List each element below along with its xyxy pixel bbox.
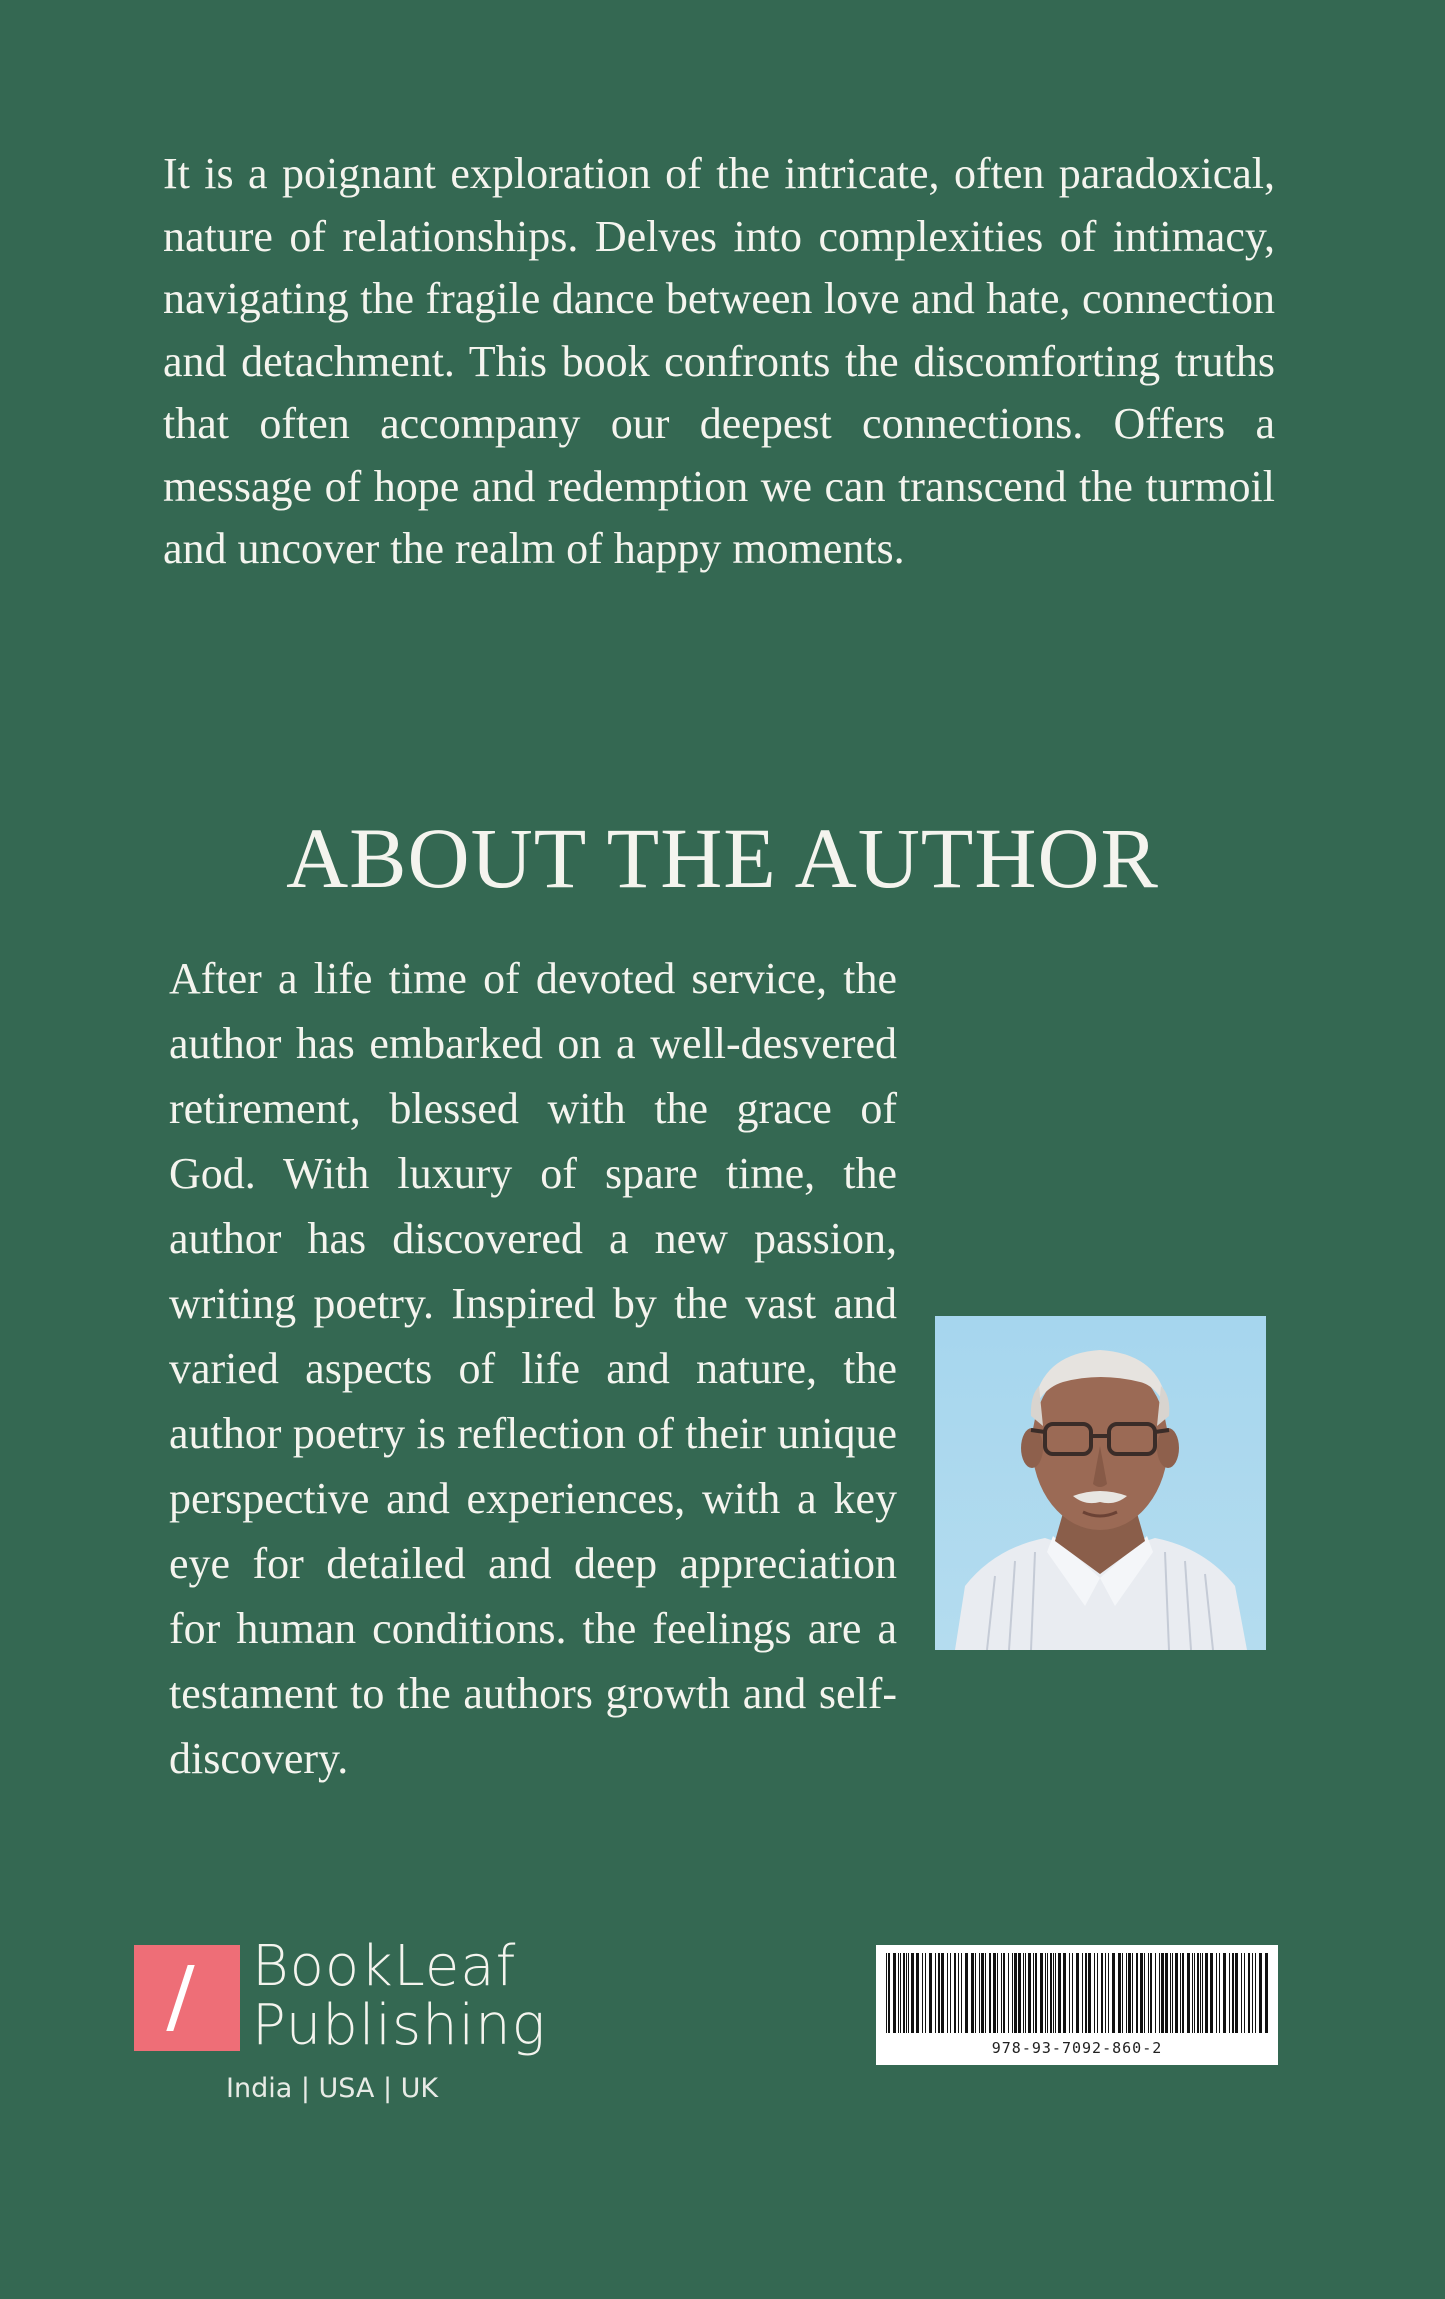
barcode-bar <box>1076 1953 1079 2033</box>
barcode-bar <box>1197 1953 1199 2033</box>
barcode-bar <box>1148 1953 1149 2033</box>
barcode-bar <box>1097 1953 1098 2033</box>
barcode-bar <box>1023 1953 1024 2033</box>
barcode-bar <box>929 1953 932 2033</box>
barcode-bar <box>1187 1953 1190 2033</box>
barcode-bar <box>975 1953 976 2033</box>
barcode-bar <box>886 1953 887 2033</box>
barcode-bar <box>1035 1953 1037 2033</box>
barcode-bar <box>1259 1953 1262 2033</box>
barcode-bar <box>916 1953 919 2033</box>
barcode-bar <box>961 1953 962 2033</box>
barcode-bar <box>898 1953 899 2033</box>
barcode-bar <box>893 1953 896 2033</box>
barcode-bar <box>1155 1953 1156 2033</box>
publisher-name-line1: BookLeaf <box>252 1934 517 1999</box>
barcode-bar <box>997 1953 998 2033</box>
barcode-bar <box>989 1953 991 2033</box>
barcode-bar <box>1175 1953 1178 2033</box>
barcode-bar <box>1159 1953 1160 2033</box>
author-bio: After a life time of devoted service, the author has embarked on a well-desvered retirement, blessed with the grace of God. With luxury of spare time, the author has discovered a new passion, writing poetry. Inspired by the vast and varied aspects of life and nature, the author poetry is reflection of their unique perspective and experiences, with a key eye for detailed and deep appreciation for human conditions. the feelings are a testament to the authors growth and self-discovery. <box>169 954 897 1783</box>
barcode-bar <box>1012 1953 1013 2033</box>
barcode-bar <box>938 1953 940 2033</box>
barcode-bar <box>903 1953 905 2033</box>
barcode-bar <box>1069 1953 1070 2033</box>
barcode-bar <box>1144 1953 1145 2033</box>
barcode-bar <box>1028 1953 1031 2033</box>
barcode-bar <box>1205 1953 1208 2033</box>
barcode-bar <box>1255 1953 1256 2033</box>
barcode-bar <box>941 1953 944 2033</box>
barcode-bar <box>985 1953 986 2033</box>
barcode-bar <box>1180 1953 1181 2033</box>
barcode-bar <box>1219 1953 1220 2033</box>
barcode-bar <box>935 1953 936 2033</box>
barcode-bar <box>1132 1953 1133 2033</box>
barcode-bar <box>979 1953 980 2033</box>
barcode-bar <box>965 1953 968 2033</box>
barcode-bar <box>1161 1953 1164 2033</box>
barcode-bar <box>1248 1953 1250 2033</box>
barcode-bar <box>981 1953 984 2033</box>
barcode-bar <box>971 1953 974 2033</box>
barcode-bar <box>1085 1953 1087 2033</box>
barcode-bar <box>1050 1953 1052 2033</box>
barcode-bar <box>1055 1953 1056 2033</box>
publisher-name <box>252 1934 547 2058</box>
barcode-bar <box>1241 1953 1242 2033</box>
barcode-bar <box>1223 1953 1226 2033</box>
isbn-number: 978-93-7092-860-2 <box>991 2039 1163 2057</box>
barcode-bar <box>1072 1953 1073 2033</box>
barcode-bar <box>1194 1953 1195 2033</box>
barcode-bar <box>1244 1953 1245 2033</box>
barcode-bar <box>1126 1953 1127 2033</box>
barcode-bar <box>1105 1953 1106 2033</box>
barcode-bar <box>1202 1953 1203 2033</box>
barcode-bar <box>1045 1953 1046 2033</box>
publisher-name-line2: Publishing <box>252 1993 547 2058</box>
barcode-bar <box>1018 1953 1021 2033</box>
barcode-bar <box>958 1953 959 2033</box>
barcode-bar <box>1216 1953 1217 2033</box>
barcode-bar <box>1182 1953 1184 2033</box>
barcode-bar <box>1172 1953 1173 2033</box>
barcode-bar <box>1252 1953 1253 2033</box>
barcode-bar <box>1200 1953 1201 2033</box>
barcode-bar <box>922 1953 923 2033</box>
barcode-bar <box>1001 1953 1002 2033</box>
barcode-bar <box>1136 1953 1138 2033</box>
barcode-bar <box>888 1953 890 2033</box>
barcode-bar <box>925 1953 926 2033</box>
barcode-bar <box>1094 1953 1095 2033</box>
barcode-bar <box>1063 1953 1066 2033</box>
barcode-bar <box>1040 1953 1043 2033</box>
barcode-bar <box>1082 1953 1083 2033</box>
barcode-bar <box>993 1953 996 2033</box>
author-photo <box>935 1316 1266 1650</box>
barcode-bar <box>1128 1953 1131 2033</box>
barcode-bar <box>1112 1953 1115 2033</box>
barcode-bar <box>1235 1953 1238 2033</box>
barcode-bar <box>1003 1953 1005 2033</box>
barcode-bar <box>1150 1953 1152 2033</box>
barcode-bar <box>906 1953 907 2033</box>
back-cover-blurb: It is a poignant exploration of the intricate, often paradoxical, nature of relationships. Delves into complexities of intimacy, navigating the fragile dance between love and hate, connection and detachment. This book confronts the discomforting truths that often accompany our deepest connections. Offers a message of hope and redemption we can transcend the turmoil and uncover the realm of happy moments. <box>163 149 1275 573</box>
bookleaf-logo-icon <box>134 1945 240 2051</box>
barcode-bar <box>908 1953 909 2033</box>
barcode-bar <box>1265 1953 1268 2033</box>
barcode-bar <box>1210 1953 1213 2033</box>
barcode-bar <box>1170 1953 1171 2033</box>
barcode-bar <box>1014 1953 1017 2033</box>
publisher-regions: India | USA | UK <box>226 2073 439 2104</box>
barcode-bar <box>1008 1953 1009 2033</box>
barcode-bar <box>1101 1953 1103 2033</box>
barcode-bar <box>900 1953 901 2033</box>
barcode-bar <box>1140 1953 1143 2033</box>
barcode-bar <box>1165 1953 1168 2033</box>
barcode-bar <box>1053 1953 1054 2033</box>
barcode-bar <box>1122 1953 1123 2033</box>
barcode-bar <box>1229 1953 1230 2033</box>
barcode-bar <box>1108 1953 1109 2033</box>
barcode-bar <box>1192 1953 1193 2033</box>
barcode-bar <box>1047 1953 1048 2033</box>
barcode-bar <box>1058 1953 1061 2033</box>
barcode-bar <box>1088 1953 1091 2033</box>
barcode-bar <box>954 1953 956 2033</box>
barcode-bar <box>911 1953 914 2033</box>
barcode-bar <box>1232 1953 1234 2033</box>
barcode-bar <box>1033 1953 1034 2033</box>
isbn-barcode <box>876 1945 1278 2065</box>
about-the-author-heading: ABOUT THE AUTHOR <box>286 810 1159 906</box>
barcode-bar <box>950 1953 951 2033</box>
barcode-bar <box>1025 1953 1026 2033</box>
barcode-bar <box>1118 1953 1121 2033</box>
barcode-bar <box>947 1953 948 2033</box>
